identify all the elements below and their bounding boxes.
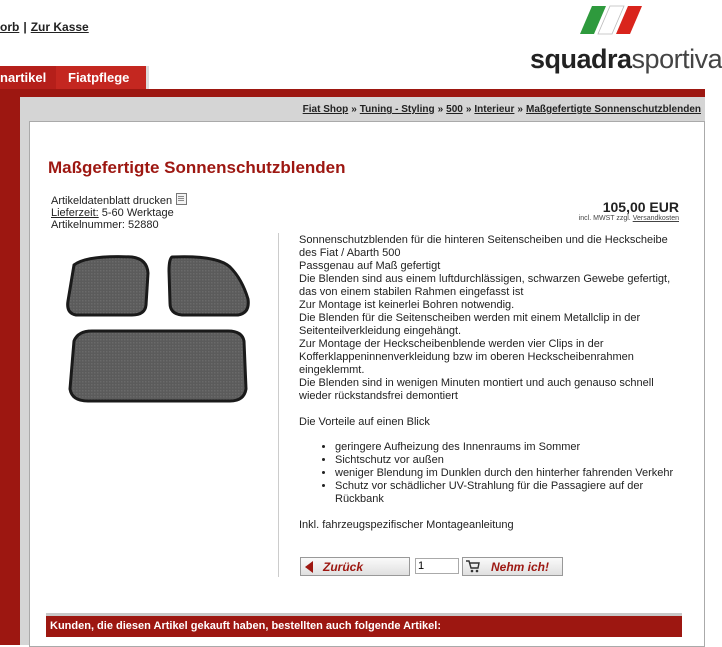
advantages-title: Die Vorteile auf einen Blick [299, 416, 430, 428]
vat-note: incl. MWST zzgl. [578, 215, 631, 222]
price-note [579, 215, 679, 222]
back-button-label: Zurück [323, 560, 364, 574]
list-item: • geringere Aufheizung des Innenraums im Sommer [335, 441, 679, 454]
left-red-column [0, 97, 20, 645]
spacer [299, 403, 679, 416]
print-datasheet[interactable] [51, 193, 187, 207]
back-arrow-icon [305, 561, 313, 573]
breadcrumb-fiat-shop[interactable]: Fiat Shop [302, 104, 349, 115]
related-products-header [46, 613, 682, 637]
description-paragraph: Die Blenden sind aus einem luftdurchlässigen, schwarzen Gewebe gefertigt, das von einem stabilen Rahmen eingefasst ist [299, 273, 671, 298]
delivery-time-link[interactable]: Lieferzeit: [51, 207, 99, 219]
breadcrumb-current-product[interactable]: Maßgefertigte Sonnenschutzblenden [525, 104, 701, 115]
article-number: Artikelnummer: 52880 [51, 219, 159, 231]
link-separator: | [23, 20, 27, 34]
squadrasportiva-logo[interactable] [530, 6, 722, 74]
sun-shade-product-image[interactable] [52, 243, 272, 411]
description-paragraph: Zur Montage der Heckscheibenblende werden vier Clips in der Kofferklappeninnenverkleidung bzw im oberen Heckscheibenrahmen eingeklemmt. [299, 338, 634, 376]
print-icon[interactable] [176, 193, 187, 205]
list-item: • weniger Blendung im Dunklen durch den hinterher fahrenden Verkehr [335, 467, 679, 480]
delivery-time [51, 207, 187, 219]
description-paragraph: Die Blenden für die Seitenscheiben werden mit einem Metallclip in der Seitenteilverkleidung eingehängt. [299, 312, 641, 337]
top-links [0, 20, 89, 34]
cart-link[interactable]: orb [0, 20, 20, 34]
product-price: 105,00 EUR [602, 199, 679, 215]
breadcrumb-separator: » [437, 104, 444, 115]
shipping-costs-link[interactable]: Versandkosten [632, 215, 679, 222]
description-paragraph: Die Blenden sind in wenigen Minuten montiert und auch genauso schnell wieder rückstandsfrei demontiert [299, 377, 654, 402]
logo-wordmark: squadrasportiva [530, 44, 722, 74]
list-item: • Schutz vor schädlicher UV-Strahlung für die Passagiere auf der Rückbank [335, 480, 679, 506]
print-datasheet-label[interactable]: Artikeldatenblatt drucken [51, 195, 173, 207]
add-to-cart-label: Nehm ich! [491, 560, 550, 574]
breadcrumb-separator: » [465, 104, 472, 115]
breadcrumb-separator: » [517, 104, 523, 115]
page-title: Maßgefertigte Sonnenschutzblenden [48, 158, 346, 177]
shopping-cart-icon [466, 560, 480, 573]
breadcrumb [303, 104, 701, 115]
back-button[interactable] [300, 557, 410, 576]
nav-red-bar [0, 89, 705, 97]
list-item: • Sichtschutz vor außen [335, 454, 679, 467]
add-to-cart-button[interactable] [462, 557, 563, 576]
breadcrumb-500[interactable]: 500 [446, 104, 463, 115]
description-paragraph: Sonnenschutzblenden für die hinteren Seitenscheiben und die Heckscheibe des Fiat / Abarth 500 [299, 234, 668, 259]
description-paragraph: Passgenau auf Maß gefertigt [299, 260, 441, 272]
tab-fiatpflege[interactable]: Fiatpflege [56, 66, 149, 90]
breadcrumb-separator: » [351, 104, 357, 115]
installation-note: Inkl. fahrzeugspezifischer Montageanleitung [299, 519, 514, 531]
related-products-heading: Kunden, die diesen Artikel gekauft haben, bestellten auch folgende Artikel: [50, 620, 441, 632]
italian-flag-stripes-icon [580, 6, 650, 36]
delivery-time-value: 5-60 Werktage [101, 207, 174, 219]
breadcrumb-interieur[interactable]: Interieur [474, 104, 515, 115]
tab-zubehoerartikel[interactable]: nartikel [0, 66, 56, 90]
product-meta [51, 193, 187, 231]
advantages-list [299, 441, 679, 506]
product-description [299, 234, 679, 532]
description-paragraph: Zur Montage ist keinerlei Bohren notwendig. [299, 299, 515, 311]
breadcrumb-tuning-styling[interactable]: Tuning - Styling [359, 104, 435, 115]
column-divider [278, 233, 279, 577]
checkout-link[interactable]: Zur Kasse [30, 20, 89, 34]
quantity-input[interactable] [415, 558, 459, 574]
